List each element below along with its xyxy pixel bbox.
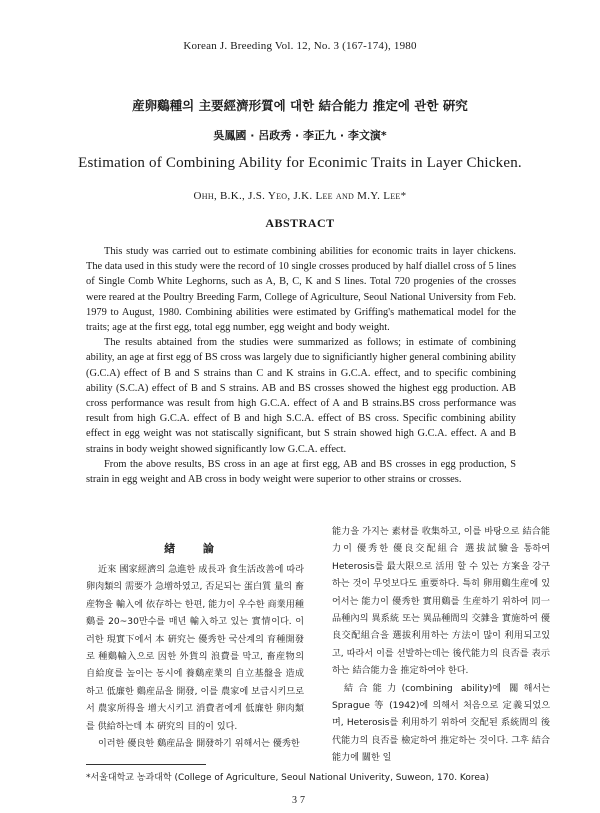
left-column (86, 540, 304, 753)
footnote: *서울대학교 농과대학 (College of Agriculture, Seoul National Univerity, Suweon, 170. Korea) (86, 773, 489, 783)
korean-authors: 吳鳳國 · 呂政秀 · 李正九 · 李文演* (213, 129, 387, 142)
left-column-paragraph: 近來 國家經濟의 急進한 成長과 食生活改善에 따라 卵肉類의 需要가 急增하였고, 否足되는 蛋白質 量의 畜産物을 輸入에 依存하는 한편, 能力이 우수한 商業用種鷄를 20~30만수를 매년 輸入하고 있는 實情이다. 이러한 現實下에서 本 硏究는 優秀한 국산계의 育種開發로 種鷄輸入으로 因한 外貨의 浪費를 막고, 畜産物의 自給度를 높이는 동시에 養鷄産業의 自立基盤을 造成하고 低廉한 鷄産品을 開發, 이를 農家에 보급시키므로서 農家所得을 增大시키고 消費者에게 低廉한 卵肉類를 供給하는데 本 硏究의 目的이 있다. (86, 565, 304, 732)
abstract-body (86, 244, 516, 487)
right-column-paragraph: 能力을 가지는 素材를 收集하고, 이를 바탕으로 結合能力이 優秀한 優良交配組合 選拔試驗을 통하여 Heterosis를 最大限으로 活用 할 수 있는 方案을 강구하는 것이 무엇보다도 重要하다. 특히 卵用鷄生産에 있어서는 能力이 優秀한 實用鷄를 生産하기 위하여 同一品種內의 異系統 또는 異品種間의 交雜을 實施하여 優良交配組合을 選拔利用하는 方法이 많이 利用되고있고, 따라서 이를 선발하는데는 後代能力의 良否를 表示하는 結合能力을 推定하여야 한다. (332, 527, 550, 677)
section-heading-introduction: 緖 論 (164, 542, 226, 555)
left-column-paragraph: 이러한 優良한 鷄産品을 開發하기 위해서는 優秀한 (98, 739, 300, 750)
right-column-paragraph: 結合能力(combining ability)에 關해서는 Sprague 等 (1942)에 의해서 처음으로 定義되었으며, Heterosis를 利用하기 위하여 交配된 系統間의 後代能力의 良否를 檢定하여 推定하는 것이다. 그후 結合能力에 關한 일 (332, 683, 550, 764)
english-title: Estimation of Combining Ability for Econimic Traits in Layer Chicken. (78, 155, 522, 171)
korean-title: 産卵鷄種의 主要經濟形質에 대한 結合能力 推定에 관한 硏究 (132, 98, 468, 113)
footnote-divider (86, 764, 206, 765)
abstract-paragraph: The results abtained from the studies were summarized as follows; in estimate of combining ability, an age at first egg of BS cross was largely due to significiantly higher general combining ability (G.C.A) effect of B and S strains than C and K strains in G.C.A. effect, and to specific combining ability (S.C.A) effect of B and S strains. AB and BS crosses showed the highest egg production. AB cross performance was result from high G.C.A. effect of A and B strains.BS cross performance was result from high G.C.A. effect of B and high S.C.A. effect of BS cross. Specific combining ability effect in egg weight was not statiscally significant, but S strain showed high G.C.A. effect. A and B strains in body weight showed significantly low G.C.A. effect. (86, 337, 516, 455)
english-authors: Ohh, B.K., J.S. Yeo, J.K. Lee and M.Y. Lee* (193, 190, 407, 202)
abstract-paragraph: From the above results, BS cross in an age at first egg, AB and BS crosses in egg production, S strain in egg weight and AB cross in body weight were superior to other strains or crosses. (86, 458, 516, 486)
abstract-heading: ABSTRACT (265, 216, 335, 230)
right-column (332, 524, 550, 768)
abstract-paragraph: This study was carried out to estimate combining abilities for economic traits in layer chickens. The data used in this study were the record of 10 single crosses produced by half diallel cross of 5 lines of Single Comb White Leghorns, such as A, B, C, K and S lines. Total 720 progenies of the crosses were reared at the Poultry Breeding Farm, College of Agriculture, Seoul National University from Feb. 1979 to August, 1980. Combining abilities were estimated by Griffing's mathematical model for the traits; age at the first egg, total egg number, egg weight and body weight. (86, 246, 516, 334)
body-columns (86, 527, 550, 770)
journal-header: Korean J. Breeding Vol. 12, No. 3 (167-174), 1980 (183, 40, 417, 52)
page-number: 37 (292, 795, 308, 806)
